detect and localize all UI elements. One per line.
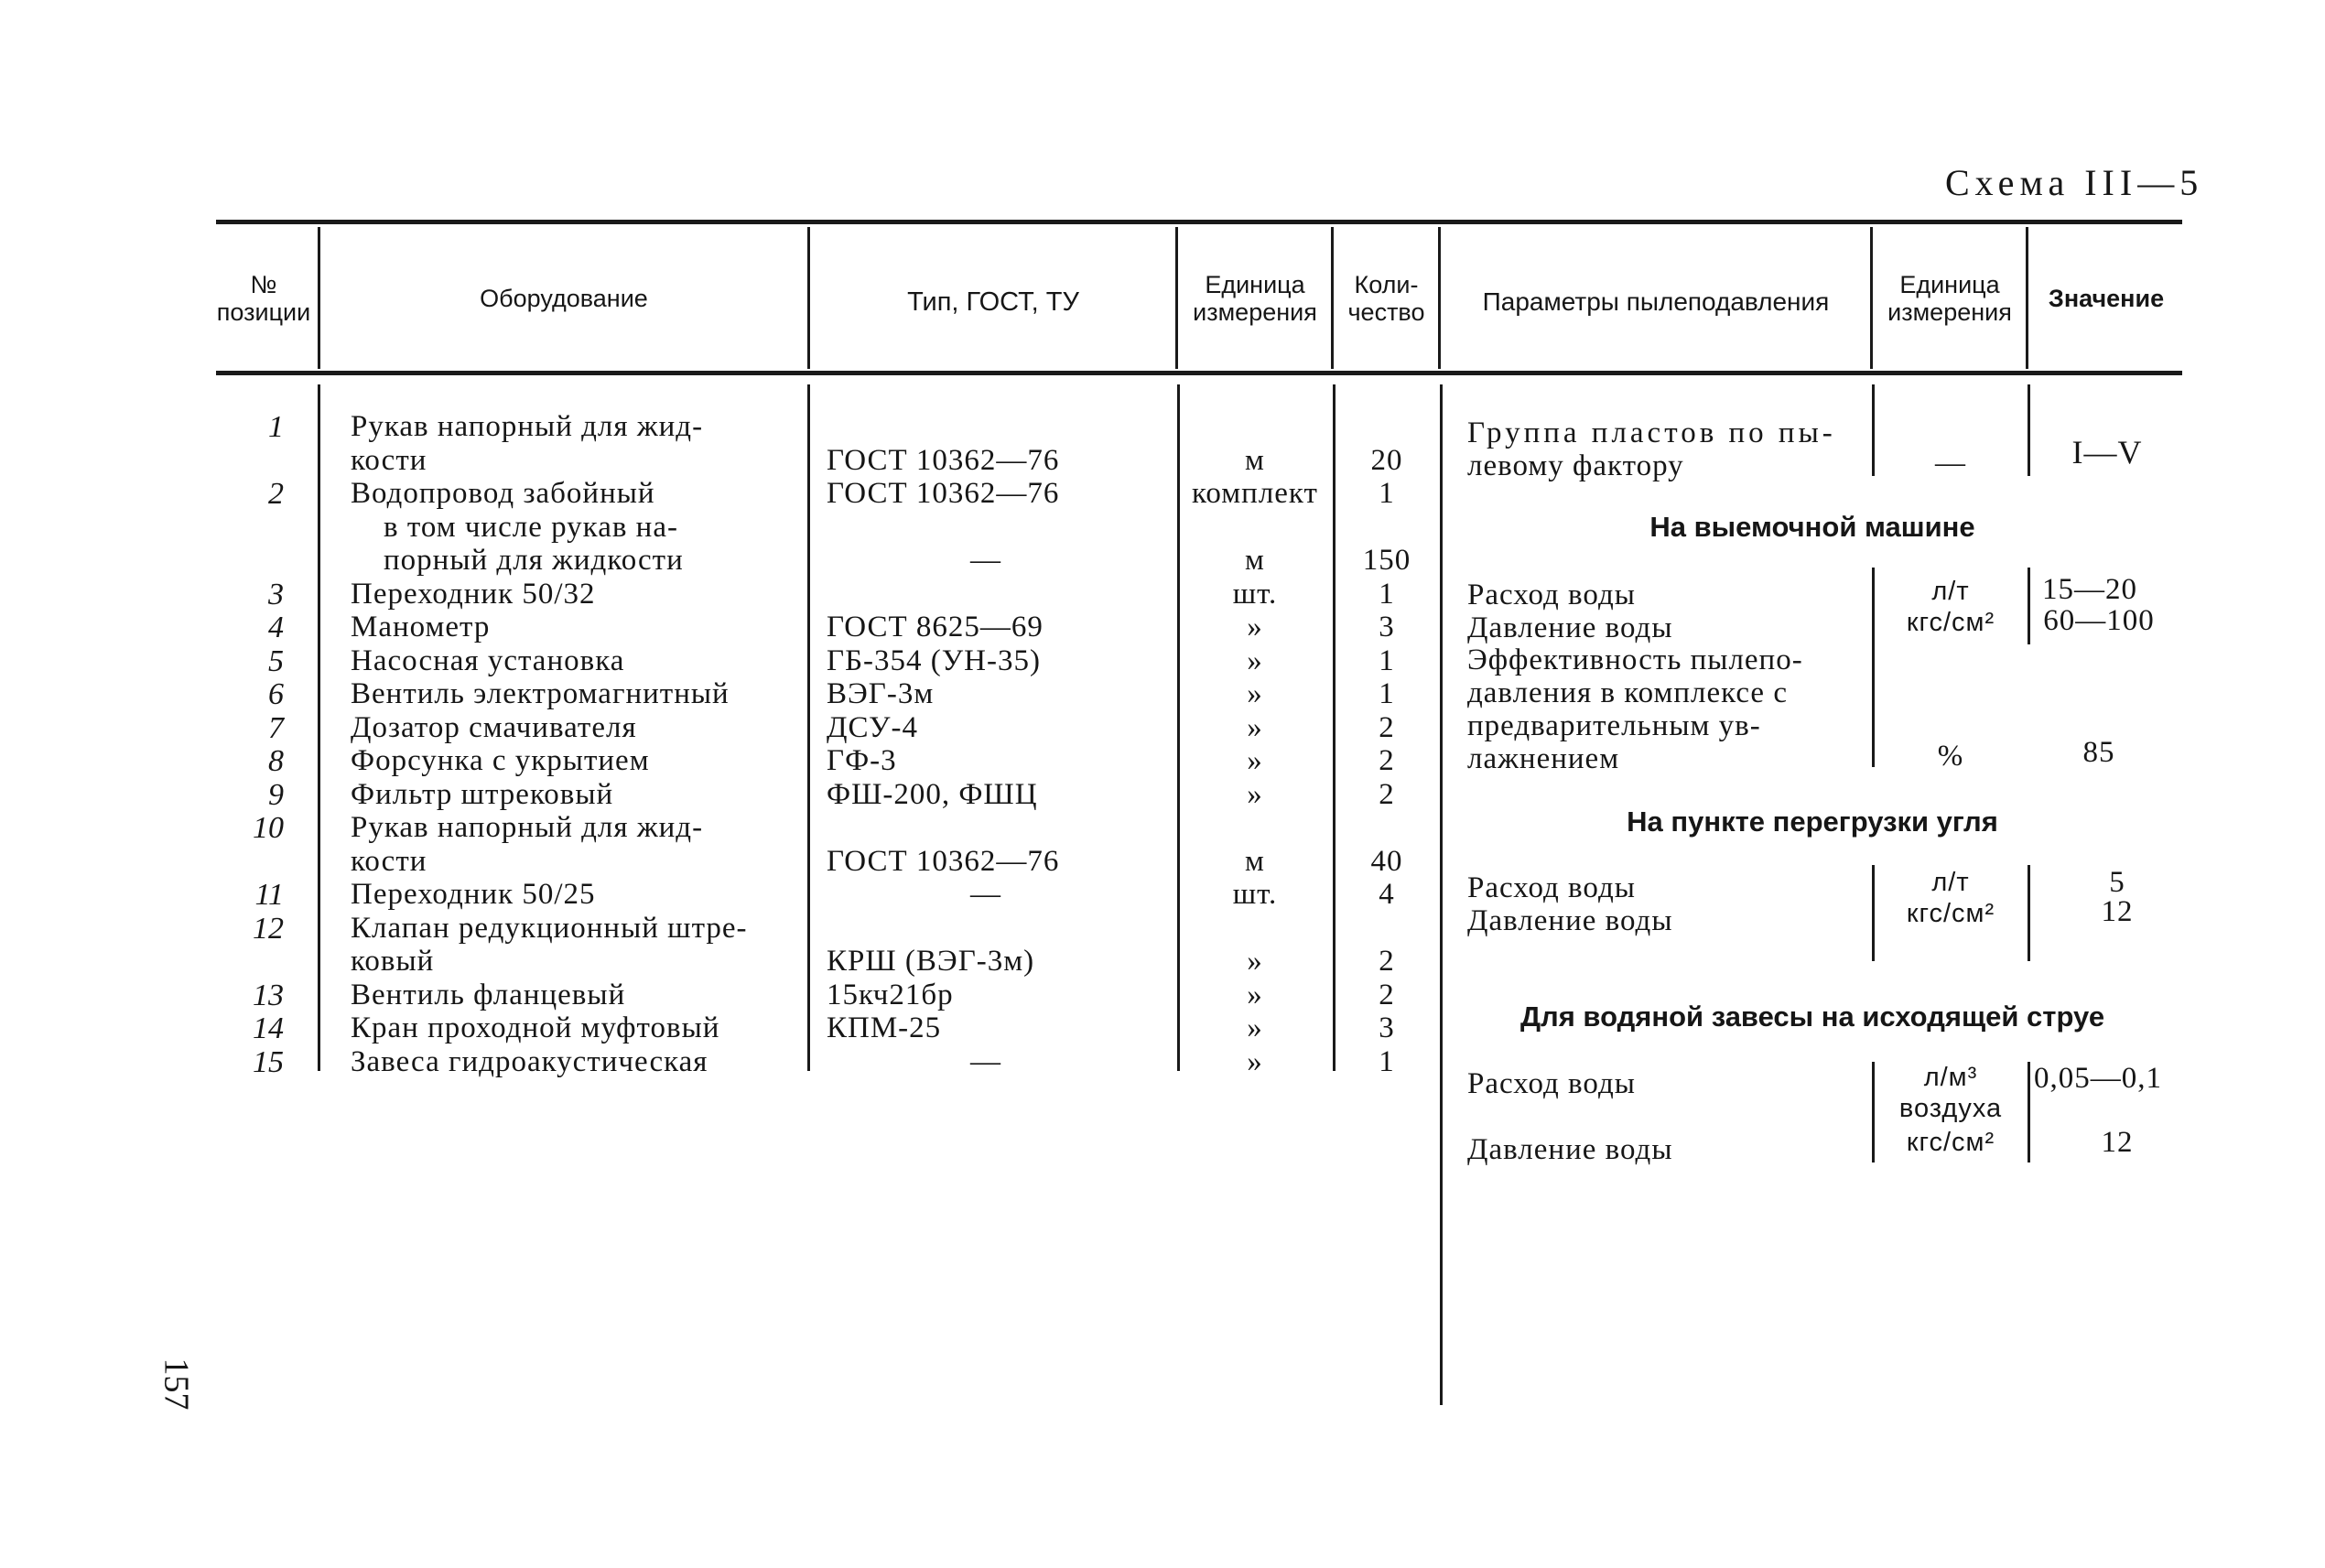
row-type: КПМ-25 [827,1011,942,1044]
section-row-unit [1875,1062,2027,1124]
row-quantity: 2 [1379,978,1395,1011]
row-number: 11 [254,878,284,912]
row-equipment-name: Вентиль электромагнитный [351,677,730,710]
row-quantity: 1 [1379,577,1395,611]
row-equipment-name: Кран проходной муфтовый [351,1011,720,1044]
row-type: ГОСТ 10362—76 [827,477,1060,510]
row-number: 8 [268,744,284,778]
curtain-unit-line: л/м³ [1923,1063,1978,1092]
row-equipment-name: Манометр [351,611,491,643]
row-quantity: 1 [1379,643,1395,677]
row-type: ВЭГ-3м [827,677,935,710]
row-quantity: 3 [1379,1011,1395,1044]
row-unit: » [1247,945,1263,978]
row-quantity: 40 [1370,844,1403,878]
scheme-title: Схема III—5 [1945,162,2204,203]
row-unit: шт. [1232,878,1278,911]
row-unit: » [1247,1011,1263,1044]
efficiency-label-line: лажнением [1467,742,1620,775]
row-unit: м [1245,844,1265,878]
row-type: ФШ-200, ФШЦ [827,777,1038,811]
row-quantity: 20 [1370,443,1403,477]
section-row-label: Расход воды [1467,579,1636,611]
row-quantity: 1 [1379,677,1395,710]
row-unit: » [1247,1044,1263,1078]
row-number: 3 [268,577,284,611]
row-quantity: 2 [1379,777,1395,811]
row-equipment-name: Рукав напорный для жид- [351,410,704,443]
row-type: ДСУ-4 [827,710,918,744]
group-label: Группа пластов по пы- левому фактору [1467,416,1836,482]
row-type: ГОСТ 10362—76 [827,844,1060,878]
row-quantity: 2 [1379,710,1395,744]
section-row-unit: % [1937,740,1964,773]
row-number: 12 [253,911,284,946]
row-quantity: 2 [1379,744,1395,777]
efficiency-label-line: предварительным ув- [1467,709,1761,742]
row-equipment-name: Завеса гидроакустическая [351,1044,708,1078]
row-number: 7 [268,710,284,745]
efficiency-label-line: давления в комплексе с [1467,676,1788,709]
section-row-value: 0,05—0,1 [2034,1062,2162,1095]
row-quantity: 3 [1379,611,1395,643]
row-equipment-name: Вентиль фланцевый [351,978,626,1011]
row-equipment-name: Дозатор смачивателя [351,710,637,744]
header-value: Значение [2048,285,2165,312]
row-type: КРШ (ВЭГ-3м) [827,945,1035,978]
row-type: — [970,878,1001,911]
row-unit: комплект [1192,477,1318,510]
row-unit: » [1247,611,1263,643]
efficiency-label [1467,643,1852,775]
row-unit: » [1247,744,1263,777]
section-row-unit: л/т [1931,577,1970,606]
row-type: ГОСТ 10362—76 [827,443,1060,477]
row-unit: » [1247,677,1263,710]
row-equipment-name: Переходник 50/25 [351,878,596,911]
section-row-unit: кгс/см² [1906,899,1995,928]
section-row-label: Расход воды [1467,1067,1636,1100]
row-number: 2 [268,477,284,511]
section-row-unit: кгс/см² [1906,608,1995,637]
section-row-unit: л/т [1931,868,1970,897]
row-number: 1 [268,410,284,444]
body-divider [318,384,320,1071]
section-row-value: 12 [2101,895,2134,928]
header-param: Параметры пылеподавления [1482,287,1830,316]
section-title-curtain: Для водяной завесы на исходящей струе [1519,1000,2105,1033]
row-unit: м [1245,544,1265,577]
row-equipment-name: Переходник 50/32 [351,577,596,611]
row-number: 15 [253,1044,284,1079]
row-equipment-name: порный для жидкости [384,544,684,577]
row-number: 13 [253,978,284,1012]
row-equipment-name: кости [351,844,427,878]
row-unit: м [1245,443,1265,477]
row-type: — [970,1044,1001,1078]
row-equipment-name: Водопровод забойный [351,477,655,510]
body-divider [1333,384,1336,1071]
row-type: 15кч21бр [827,978,954,1011]
section-row-value: 15—20 [2042,573,2137,606]
section-row-value: 60—100 [2043,604,2155,637]
header-bottom-rule [216,371,2182,375]
group-value: I—V [2071,434,2143,470]
row-equipment-name: Форсунка с укрытием [351,744,650,777]
header-equipment: Оборудование [480,285,648,312]
row-quantity: 4 [1379,878,1395,911]
header-position: № позиции [216,271,311,326]
row-number: 5 [268,643,284,678]
row-equipment-name: Насосная установка [351,643,625,677]
section-row-value: 5 [2109,866,2125,899]
section-row-label: Давление воды [1467,611,1673,644]
section-row-value: 12 [2101,1126,2134,1159]
section-row-value: 85 [2082,736,2115,769]
row-number: 14 [253,1011,284,1045]
row-number: 10 [253,811,284,845]
section-title-reload: На пункте перегрузки угля [1627,806,1998,838]
row-equipment-name: в том числе рукав на- [384,510,678,544]
page-number: 157 [157,1357,196,1411]
section-row-label: Расход воды [1467,871,1636,904]
section-row-label: Давление воды [1467,1133,1673,1166]
header-quantity: Коли- чество [1347,271,1425,326]
row-type: — [970,544,1001,577]
efficiency-label-line: Эффективность пылепо- [1467,643,1803,676]
header-unit: Единица измерения [1193,271,1317,326]
row-unit: » [1247,710,1263,744]
section-row-label: Давление воды [1467,904,1673,937]
row-quantity: 2 [1379,945,1395,978]
row-type: ГФ-3 [827,744,897,777]
row-type: ГОСТ 8625—69 [827,611,1044,643]
top-rule [216,220,2182,224]
row-number: 4 [268,611,284,644]
row-type: ГБ-354 (УН-35) [827,643,1041,677]
row-equipment-name: кости [351,443,427,477]
row-equipment-name: Клапан редукционный штре- [351,911,748,945]
row-unit: » [1247,643,1263,677]
row-unit: » [1247,777,1263,811]
row-quantity: 1 [1379,1044,1395,1078]
body-divider [807,384,810,1071]
group-unit: — [1935,447,1966,480]
row-equipment-name: Фильтр штрековый [351,777,614,811]
section-title-machine: На выемочной машине [1649,511,1975,543]
row-equipment-name: ковый [351,945,435,978]
row-number: 6 [268,677,284,711]
header-type: Тип, ГОСТ, ТУ [907,287,1079,317]
row-unit: » [1247,978,1263,1011]
header-param-unit: Единица измерения [1887,271,2012,326]
section-row-unit: кгс/см² [1906,1128,1995,1157]
row-number: 9 [268,777,284,812]
row-unit: шт. [1232,577,1278,611]
curtain-unit-line: воздуха [1898,1094,2003,1123]
row-quantity: 150 [1362,544,1411,577]
row-equipment-name: Рукав напорный для жид- [351,811,704,844]
row-quantity: 1 [1379,477,1395,510]
